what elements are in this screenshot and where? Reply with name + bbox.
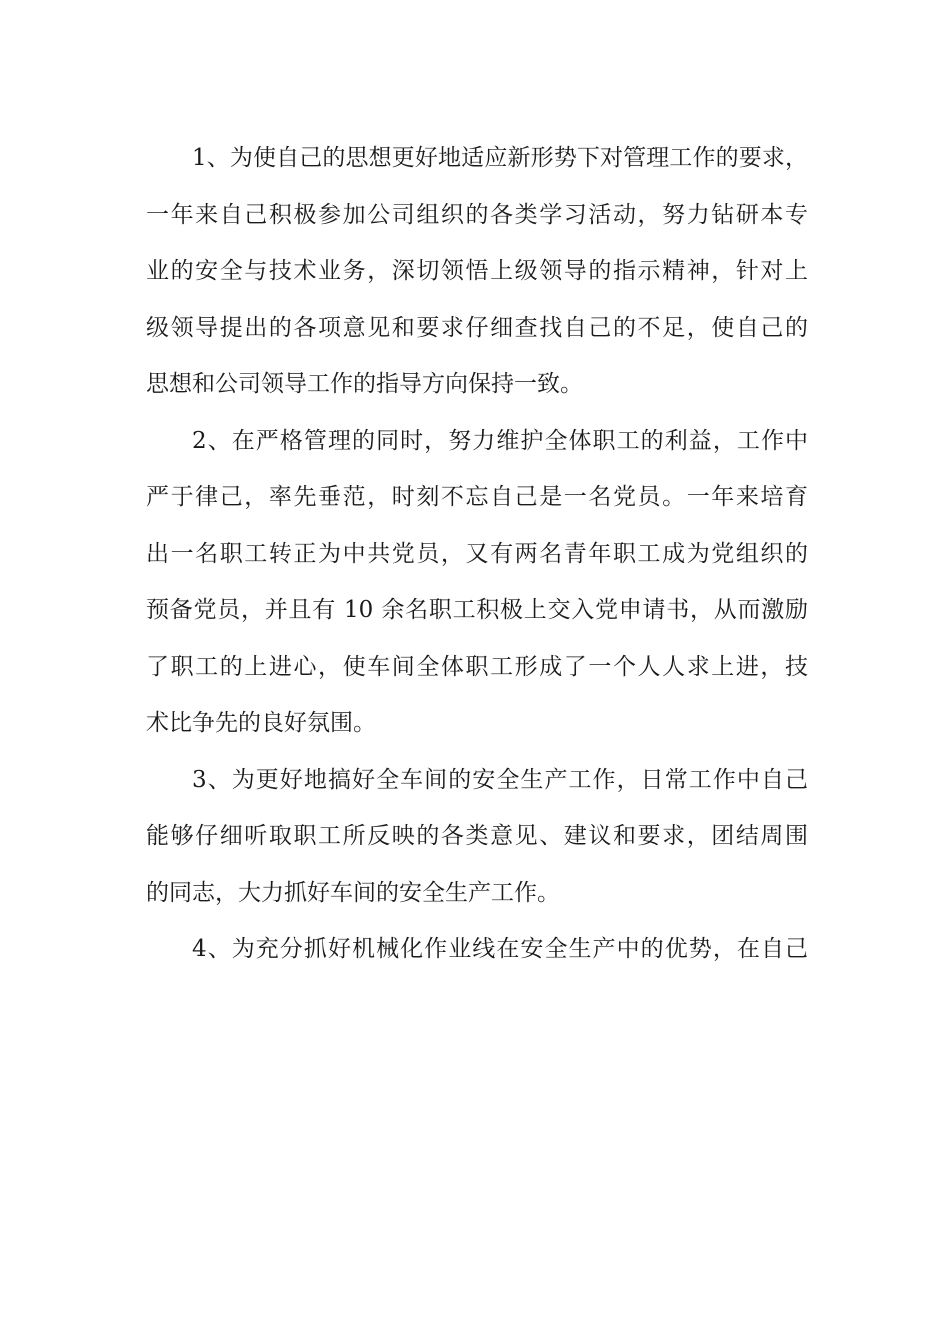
paragraph-1	[146, 130, 808, 413]
paragraph-line: 级领导提出的各项意见和要求仔细查找自己的不足，使自己的	[146, 314, 808, 341]
paragraph-line: 一年来自己积极参加公司组织的各类学习活动，努力钻研本专	[146, 201, 808, 228]
paragraph-line: 思想和公司领导工作的指导方向保持一致。	[146, 371, 583, 397]
paragraph-3	[146, 752, 808, 922]
paragraph-line: 能够仔细听取职工所反映的各类意见、建议和要求，团结周围	[146, 823, 808, 849]
paragraph-line: 4、为充分抓好机械化作业线在安全生产中的优势，在自己	[192, 936, 808, 962]
paragraph-line: 预备党员，并且有 10 余名职工积极上交入党申请书，从而激励	[146, 597, 808, 623]
body-text	[146, 130, 808, 978]
paragraph-line: 业的安全与技术业务，深切领悟上级领导的指示精神，针对上	[146, 258, 808, 284]
paragraph-2	[146, 413, 808, 752]
paragraph-line: 了职工的上进心，使车间全体职工形成了一个人人求上进，技	[146, 653, 808, 680]
paragraph-line: 出一名职工转正为中共党员，又有两名青年职工成为党组织的	[146, 540, 808, 567]
paragraph-line: 严于律己，率先垂范，时刻不忘自己是一名党员。一年来培育	[146, 484, 808, 510]
paragraph-line: 3、为更好地搞好全车间的安全生产工作，日常工作中自己	[192, 766, 808, 793]
paragraph-4	[146, 921, 808, 978]
paragraph-line: 的同志，大力抓好车间的安全生产工作。	[146, 879, 560, 906]
paragraph-line: 术比争先的良好氛围。	[146, 710, 376, 736]
paragraph-line: 2、在严格管理的同时，努力维护全体职工的利益，工作中	[192, 427, 808, 454]
paragraph-line: 1、为使自己的思想更好地适应新形势下对管理工作的要求，	[192, 145, 808, 171]
